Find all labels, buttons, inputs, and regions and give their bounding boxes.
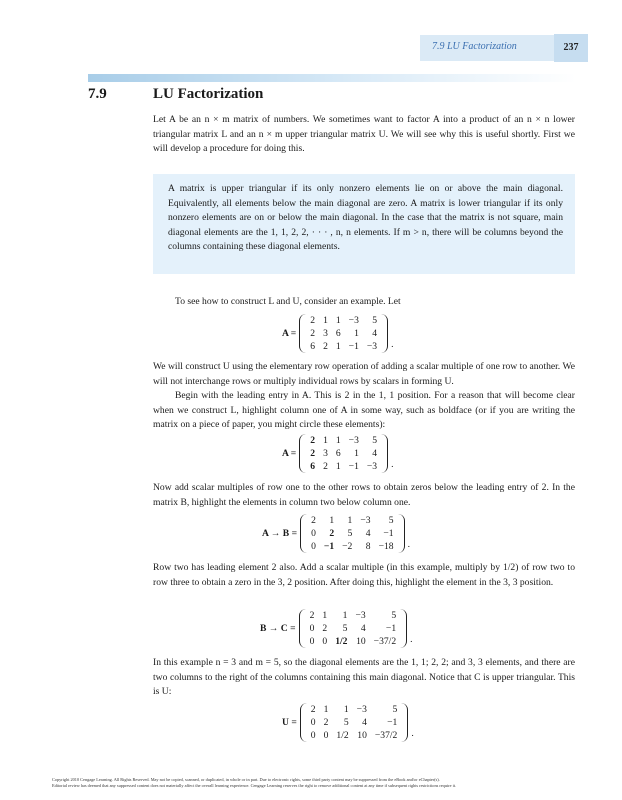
copyright-line: Copyright 2010 Cengage Learning. All Rights Reserved. May not be copied, scanned, or duplicated, in whole or in part. Due to electronic rights, some third party content may be suppressed from the eBook and/or eChapter(s). <box>52 777 440 782</box>
matrix-cell: 2 <box>310 448 316 459</box>
matrix-cell: 1 <box>323 435 328 446</box>
matrix-cell: 1 <box>342 610 348 621</box>
matrix-period: . <box>407 539 410 550</box>
matrix-cell: 5 <box>372 315 378 326</box>
intro-paragraph: Let A be an n × m matrix of numbers. We sometimes want to factor A into a product of an n × n lower triangular matrix L and an n × m upper triangular matrix U. We will see why this is useful shortly. First we will develop a procedure for doing this. <box>153 114 575 154</box>
copyright-line: Editorial review has deemed that any suppressed content does not materially affect the overall learning experience. Cengage Learning reserves the right to remove additional content at any time if subsequent rights restrictions require it. <box>52 783 457 788</box>
matrix-cell: −3 <box>366 341 378 352</box>
matrix-cell: 2 <box>310 315 316 326</box>
matrix-period: . <box>410 634 413 645</box>
matrix-u-table <box>307 703 402 742</box>
matrix-cell: 4 <box>372 328 378 339</box>
matrix-cell: 2 <box>310 435 316 446</box>
matrix-cell: 5 <box>347 528 353 539</box>
matrix-cell: 4 <box>372 448 378 459</box>
matrix-cell: −3 <box>366 461 378 472</box>
right-paren <box>400 609 407 648</box>
matrix-cell: 5 <box>391 610 397 621</box>
left-paren <box>299 314 306 353</box>
section-rule <box>88 74 576 82</box>
matrix-b-label: A → B = <box>262 528 298 539</box>
right-paren <box>401 703 408 742</box>
left-paren <box>299 609 306 648</box>
page-number: 237 <box>554 34 588 62</box>
matrix-cell: 4 <box>360 623 366 634</box>
matrix-cell: 1 <box>354 328 359 339</box>
construct-paragraph: We will construct U using the elementary row operation of adding a scalar multiple of one row to another. We will not interchange rows or multiply individual rows by scalars in forming U. <box>153 361 575 387</box>
matrix-cell: 1 <box>335 461 341 472</box>
matrix-cell: −2 <box>342 541 353 552</box>
matrix-cell: 1 <box>335 435 341 446</box>
matrix-cell: −1 <box>385 623 397 634</box>
matrix-cell: 3 <box>323 448 328 459</box>
matrix-cell: 2 <box>310 704 316 715</box>
matrix-cell: 0 <box>310 717 316 728</box>
section-number: 7.9 <box>88 86 107 102</box>
matrix-cell: 2 <box>323 717 329 728</box>
matrix-cell: 5 <box>342 623 348 634</box>
final-paragraph: In this example n = 3 and m = 5, so the diagonal elements are the 1, 1; 2, 2; and 3, 3 elements, and there are two columns to the right of the columns containing this main diagonal. Notice that C is upper triangular. This is U: <box>153 657 575 697</box>
matrix-a-label: A = <box>282 448 297 459</box>
matrix-cell: 1 <box>335 341 341 352</box>
matrix-cell: 4 <box>365 528 371 539</box>
matrix-cell: −3 <box>348 315 359 326</box>
matrix-cell: 10 <box>357 730 367 741</box>
matrix-period: . <box>391 459 394 470</box>
matrix-cell: 1 <box>343 704 349 715</box>
right-paren <box>381 314 388 353</box>
matrix-cell: 2 <box>309 610 315 621</box>
matrix-a-table <box>306 314 381 353</box>
section-title: LU Factorization <box>153 86 264 102</box>
matrix-cell: 1 <box>347 515 353 526</box>
matrix-a-label: A = <box>282 328 297 339</box>
matrix-cell: 2 <box>329 528 335 539</box>
matrix-cell: 2 <box>310 328 316 339</box>
matrix-cell: 1 <box>322 610 328 621</box>
matrix-c <box>260 609 413 648</box>
matrix-cell: 2 <box>322 623 328 634</box>
matrix-period: . <box>411 728 414 739</box>
matrix-cell: −1 <box>348 461 359 472</box>
row-two-paragraph: Row two has leading element 2 also. Add a scalar multiple (in this example, multiply by 1/2) of row two to row three to obtain a zero in the 3, 2 position. After doing this, highlight the element in the 3, 3 position. <box>153 562 575 588</box>
right-paren <box>381 434 388 473</box>
matrix-cell: −1 <box>387 717 398 728</box>
matrix-cell: 2 <box>323 461 328 472</box>
matrix-cell: 6 <box>335 328 341 339</box>
matrix-c-label: B → C = <box>260 623 296 634</box>
matrix-cell: 1 <box>335 315 341 326</box>
matrix-cell: 3 <box>323 328 328 339</box>
matrix-a-highlighted <box>282 434 394 473</box>
matrix-b-table <box>307 514 398 553</box>
matrix-cell: −37/2 <box>373 636 397 647</box>
matrix-cell: 10 <box>356 636 366 647</box>
matrix-cell: 2 <box>311 515 316 526</box>
example-paragraph: To see how to construct L and U, consider an example. Let <box>175 296 401 307</box>
matrix-cell: 0 <box>309 636 315 647</box>
matrix-cell: 6 <box>310 341 316 352</box>
right-paren <box>398 514 405 553</box>
matrix-c-table <box>306 609 401 648</box>
matrix-cell: 0 <box>322 636 328 647</box>
matrix-cell: 5 <box>388 515 394 526</box>
matrix-cell: 4 <box>362 717 367 728</box>
running-header-title: 7.9 LU Factorization <box>432 41 517 52</box>
matrix-cell: −37/2 <box>374 730 398 741</box>
matrix-a <box>282 314 394 353</box>
matrix-cell: 6 <box>310 461 316 472</box>
matrix-cell: 1 <box>354 448 359 459</box>
copyright-footer <box>52 777 592 789</box>
matrix-cell: −3 <box>360 515 371 526</box>
matrix-cell: −18 <box>378 541 394 552</box>
matrix-cell: −3 <box>348 435 359 446</box>
now-paragraph: Now add scalar multiples of row one to the other rows to obtain zeros below the leading entry of 2. In the matrix B, highlight the elements in column two below column one. <box>153 482 575 508</box>
matrix-period: . <box>391 339 394 350</box>
left-paren <box>300 514 307 553</box>
matrix-cell: 8 <box>365 541 371 552</box>
matrix-cell: 1/2 <box>335 636 348 647</box>
matrix-cell: 5 <box>372 435 378 446</box>
matrix-a-highlighted-table <box>306 434 381 473</box>
matrix-cell: −1 <box>323 541 335 552</box>
matrix-b <box>262 514 410 553</box>
matrix-cell: 5 <box>392 704 398 715</box>
matrix-cell: 0 <box>311 528 316 539</box>
matrix-cell: 5 <box>343 717 349 728</box>
matrix-cell: 2 <box>323 341 328 352</box>
left-paren <box>300 703 307 742</box>
matrix-cell: −3 <box>356 704 367 715</box>
matrix-u-label: U = <box>282 717 297 728</box>
left-paren <box>299 434 306 473</box>
matrix-cell: 1 <box>323 315 328 326</box>
matrix-cell: 0 <box>323 730 329 741</box>
matrix-u <box>282 703 414 742</box>
matrix-cell: 6 <box>335 448 341 459</box>
matrix-cell: 0 <box>309 623 315 634</box>
begin-paragraph: Begin with the leading entry in A. This is 2 in the 1, 1 position. For a reason that will become clear when we construct L, highlight column one of A in some way, such as boldface (or if you are writing the matrix on a piece of paper, you might circle these elements): <box>153 390 575 430</box>
matrix-cell: −1 <box>383 528 394 539</box>
matrix-cell: 1 <box>329 515 335 526</box>
matrix-cell: 0 <box>310 730 316 741</box>
matrix-cell: −3 <box>355 610 366 621</box>
matrix-cell: 0 <box>311 541 316 552</box>
matrix-cell: 1/2 <box>336 730 349 741</box>
matrix-cell: −1 <box>348 341 359 352</box>
definition-text: A matrix is upper triangular if its only nonzero elements lie on or above the main diagonal. Equivalently, all elements below the main diagonal are zero. A matrix is lower triangular if its only nonzero elements are on or below the main diagonal. In the case that the matrix is not square, main diagonal elements are the 1, 1, 2, 2, · · · , n, n elements. If m > n, there will be columns beyond the columns containing these diagonal elements. <box>168 183 563 252</box>
matrix-cell: 1 <box>323 704 329 715</box>
